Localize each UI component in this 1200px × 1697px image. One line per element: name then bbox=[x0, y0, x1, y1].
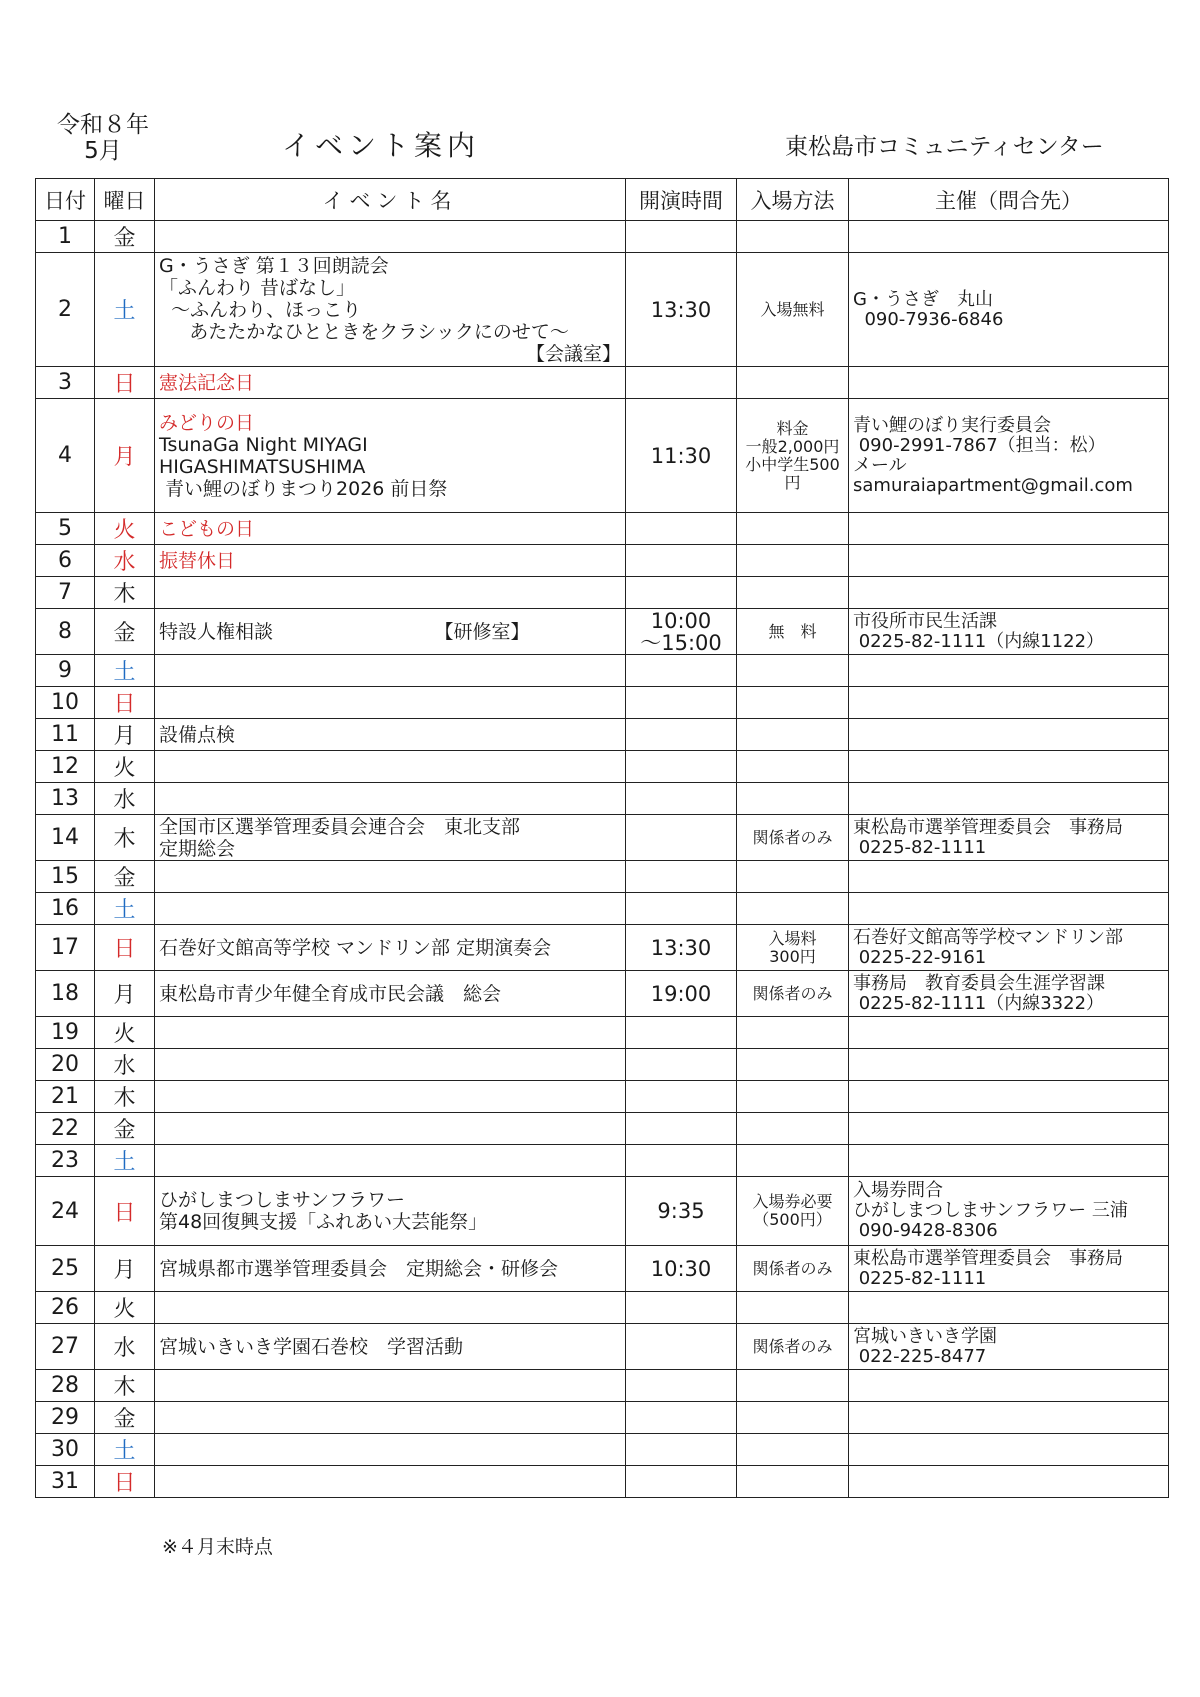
organizer-cell bbox=[849, 253, 1169, 367]
era-heading bbox=[48, 112, 158, 164]
organizer-line: 東松島市選挙管理委員会 事務局 bbox=[853, 816, 1123, 838]
event-name-cell bbox=[155, 1370, 626, 1402]
admission-cell bbox=[737, 1049, 849, 1081]
date-cell: 20 bbox=[36, 1049, 95, 1081]
weekday-cell: 日 bbox=[95, 1466, 155, 1498]
column-header-date: 日付 bbox=[36, 179, 95, 221]
organizer-cell bbox=[849, 1292, 1169, 1324]
weekday-cell: 水 bbox=[95, 545, 155, 577]
organizer-cell bbox=[849, 971, 1169, 1017]
weekday-cell: 金 bbox=[95, 221, 155, 253]
weekday-cell: 水 bbox=[95, 783, 155, 815]
organizer-cell bbox=[849, 1177, 1169, 1246]
admission-line: 円 bbox=[784, 472, 801, 492]
weekday-cell: 月 bbox=[95, 719, 155, 751]
table-row bbox=[36, 655, 1169, 687]
organizer-cell bbox=[849, 609, 1169, 655]
admission-line: （500円） bbox=[753, 1210, 832, 1229]
table-row bbox=[36, 253, 1169, 367]
table-row bbox=[36, 1113, 1169, 1145]
organizer-line: 0225-82-1111 bbox=[853, 836, 987, 858]
admission-line: 無 料 bbox=[768, 621, 817, 641]
organizer-line: G・うさぎ 丸山 bbox=[853, 288, 993, 310]
column-header-organizer: 主催（問合先） bbox=[849, 179, 1169, 221]
table-row bbox=[36, 971, 1169, 1017]
weekday-cell: 日 bbox=[95, 925, 155, 971]
date-cell: 10 bbox=[36, 687, 95, 719]
organizer-line: 入場券問合 bbox=[853, 1180, 943, 1201]
start-time-cell bbox=[626, 1081, 737, 1113]
start-time-cell bbox=[626, 609, 737, 655]
admission-line: 小中学生500 bbox=[745, 454, 840, 474]
admission-cell bbox=[737, 1370, 849, 1402]
event-name-cell bbox=[155, 1081, 626, 1113]
admission-cell bbox=[737, 1145, 849, 1177]
date-cell: 28 bbox=[36, 1370, 95, 1402]
admission-cell bbox=[737, 1324, 849, 1370]
admission-cell bbox=[737, 925, 849, 971]
organizer-cell bbox=[849, 719, 1169, 751]
admission-cell bbox=[737, 221, 849, 253]
organizer-cell bbox=[849, 1145, 1169, 1177]
weekday-cell: 土 bbox=[95, 1434, 155, 1466]
admission-cell bbox=[737, 1246, 849, 1292]
start-time-cell bbox=[626, 1017, 737, 1049]
organizer-cell bbox=[849, 221, 1169, 253]
date-cell: 18 bbox=[36, 971, 95, 1017]
start-time-line: 〜15:00 bbox=[640, 630, 722, 655]
event-name-cell bbox=[155, 783, 626, 815]
table-row bbox=[36, 751, 1169, 783]
event-name-cell bbox=[155, 1466, 626, 1498]
weekday-cell: 金 bbox=[95, 861, 155, 893]
admission-line: 関係者のみ bbox=[752, 983, 833, 1003]
weekday-cell: 土 bbox=[95, 655, 155, 687]
organizer-line: 0225-82-1111 bbox=[853, 1267, 987, 1289]
start-time-cell bbox=[626, 577, 737, 609]
date-cell: 7 bbox=[36, 577, 95, 609]
admission-cell bbox=[737, 783, 849, 815]
table-row bbox=[36, 893, 1169, 925]
weekday-cell: 木 bbox=[95, 1370, 155, 1402]
event-name-line: G・うさぎ 第１３回朗読会 bbox=[159, 254, 389, 277]
table-row bbox=[36, 861, 1169, 893]
event-table bbox=[35, 178, 1169, 1498]
event-name-cell bbox=[155, 1434, 626, 1466]
event-name-line: 振替休日 bbox=[159, 549, 236, 572]
event-name-cell bbox=[155, 399, 626, 513]
start-time-cell bbox=[626, 971, 737, 1017]
date-cell: 25 bbox=[36, 1246, 95, 1292]
event-name-line: 「ふんわり 昔ばなし」 bbox=[159, 276, 356, 299]
start-time-cell bbox=[626, 1049, 737, 1081]
weekday-cell: 金 bbox=[95, 1113, 155, 1145]
page-title: イベント案内 bbox=[282, 129, 481, 162]
organizer-cell bbox=[849, 893, 1169, 925]
admission-cell bbox=[737, 1466, 849, 1498]
date-cell: 11 bbox=[36, 719, 95, 751]
admission-cell bbox=[737, 1292, 849, 1324]
start-time-line: 13:30 bbox=[650, 297, 712, 322]
weekday-cell: 火 bbox=[95, 751, 155, 783]
table-row bbox=[36, 1081, 1169, 1113]
organizer-line: ひがしまつしまサンフラワー 三浦 bbox=[853, 1200, 1128, 1221]
start-time-cell bbox=[626, 1402, 737, 1434]
admission-cell bbox=[737, 609, 849, 655]
organizer-line: 0225-82-1111（内線3322） bbox=[853, 992, 1105, 1014]
event-name-line: 宮城いきいき学園石巻校 学習活動 bbox=[159, 1335, 464, 1358]
organizer-cell bbox=[849, 399, 1169, 513]
event-name-cell bbox=[155, 925, 626, 971]
column-header-event: イベント名 bbox=[155, 179, 626, 221]
start-time-line: 10:30 bbox=[650, 1256, 712, 1281]
weekday-cell: 火 bbox=[95, 1017, 155, 1049]
organizer-cell bbox=[849, 1081, 1169, 1113]
organizer-cell bbox=[849, 367, 1169, 399]
date-cell: 12 bbox=[36, 751, 95, 783]
event-name-line: 全国市区選挙管理委員会連合会 東北支部 bbox=[159, 815, 521, 838]
event-name-line: 宮城県都市選挙管理委員会 定期総会・研修会 bbox=[159, 1257, 559, 1280]
event-rows bbox=[36, 221, 1169, 1498]
start-time-cell bbox=[626, 719, 737, 751]
table-row bbox=[36, 513, 1169, 545]
date-cell: 3 bbox=[36, 367, 95, 399]
event-name-cell bbox=[155, 513, 626, 545]
table-row bbox=[36, 783, 1169, 815]
date-cell: 31 bbox=[36, 1466, 95, 1498]
organizer-cell bbox=[849, 1049, 1169, 1081]
weekday-cell: 土 bbox=[95, 893, 155, 925]
event-name-cell bbox=[155, 751, 626, 783]
organizer-cell bbox=[849, 1434, 1169, 1466]
organizer-line: 石巻好文館高等学校マンドリン部 bbox=[853, 926, 1123, 948]
event-name-cell bbox=[155, 545, 626, 577]
organization-name: 東松島市コミュニティセンター bbox=[785, 134, 1104, 160]
table-row bbox=[36, 577, 1169, 609]
event-name-cell bbox=[155, 577, 626, 609]
table-row bbox=[36, 925, 1169, 971]
event-name-line: 設備点検 bbox=[159, 723, 236, 746]
event-name-line: 憲法記念日 bbox=[159, 371, 255, 394]
table-row bbox=[36, 687, 1169, 719]
admission-cell bbox=[737, 1017, 849, 1049]
start-time-cell bbox=[626, 687, 737, 719]
organizer-line: 青い鯉のぼり実行委員会 bbox=[853, 414, 1051, 436]
date-cell: 24 bbox=[36, 1177, 95, 1246]
table-row bbox=[36, 367, 1169, 399]
event-name-cell bbox=[155, 655, 626, 687]
event-name-cell bbox=[155, 1145, 626, 1177]
admission-cell bbox=[737, 545, 849, 577]
start-time-cell bbox=[626, 751, 737, 783]
date-cell: 5 bbox=[36, 513, 95, 545]
admission-cell bbox=[737, 1434, 849, 1466]
admission-line: 一般2,000円 bbox=[745, 436, 840, 456]
table-row bbox=[36, 545, 1169, 577]
column-header-weekday: 曜日 bbox=[95, 179, 155, 221]
organizer-cell bbox=[849, 513, 1169, 545]
table-row bbox=[36, 1292, 1169, 1324]
event-name-line: 東松島市青少年健全育成市民会議 総会 bbox=[159, 982, 502, 1005]
event-name-cell bbox=[155, 609, 626, 655]
table-header-row bbox=[36, 179, 1169, 221]
event-name-cell bbox=[155, 1402, 626, 1434]
table-row bbox=[36, 399, 1169, 513]
organizer-line: samuraiapartment@gmail.com bbox=[853, 474, 1133, 496]
date-cell: 27 bbox=[36, 1324, 95, 1370]
event-name-line: あたたかなひとときをクラシックにのせて〜 bbox=[159, 320, 569, 343]
weekday-cell: 日 bbox=[95, 367, 155, 399]
date-cell: 14 bbox=[36, 815, 95, 861]
event-name-cell bbox=[155, 1177, 626, 1246]
event-name-cell bbox=[155, 719, 626, 751]
table-row bbox=[36, 1466, 1169, 1498]
start-time-cell bbox=[626, 1434, 737, 1466]
event-name-cell bbox=[155, 815, 626, 861]
weekday-cell: 水 bbox=[95, 1324, 155, 1370]
admission-line: 入場券必要 bbox=[752, 1192, 833, 1211]
weekday-cell: 月 bbox=[95, 971, 155, 1017]
start-time-cell bbox=[626, 1370, 737, 1402]
event-name-line: HIGASHIMATSUSHIMA bbox=[159, 455, 366, 478]
organizer-cell bbox=[849, 1402, 1169, 1434]
start-time-cell bbox=[626, 893, 737, 925]
event-name-line: 石巻好文館高等学校 マンドリン部 定期演奏会 bbox=[159, 936, 552, 959]
event-name-line: 【会議室】 bbox=[525, 342, 621, 365]
weekday-cell: 日 bbox=[95, 1177, 155, 1246]
date-cell: 22 bbox=[36, 1113, 95, 1145]
table-row bbox=[36, 1370, 1169, 1402]
event-name-cell bbox=[155, 1324, 626, 1370]
organizer-line: 090-7936-6846 bbox=[853, 308, 1004, 330]
date-cell: 4 bbox=[36, 399, 95, 513]
event-name-line: 青い鯉のぼりまつり2026 前日祭 bbox=[159, 477, 448, 500]
admission-cell bbox=[737, 815, 849, 861]
event-name-line: 特設人権相談 【研修室】 bbox=[159, 620, 530, 643]
organizer-line: 022-225-8477 bbox=[853, 1345, 987, 1367]
organizer-line: 市役所市民生活課 bbox=[853, 610, 997, 632]
event-name-cell bbox=[155, 1246, 626, 1292]
table-row bbox=[36, 1177, 1169, 1246]
table-row bbox=[36, 815, 1169, 861]
organizer-line: 事務局 教育委員会生涯学習課 bbox=[853, 972, 1105, 994]
organizer-line: 0225-82-1111（内線1122） bbox=[853, 630, 1105, 652]
organizer-cell bbox=[849, 861, 1169, 893]
admission-cell bbox=[737, 687, 849, 719]
admission-cell bbox=[737, 1402, 849, 1434]
admission-cell bbox=[737, 971, 849, 1017]
weekday-cell: 金 bbox=[95, 609, 155, 655]
event-name-line: ひがしまつしまサンフラワー bbox=[159, 1189, 406, 1211]
event-name-cell bbox=[155, 253, 626, 367]
organizer-cell bbox=[849, 1466, 1169, 1498]
date-cell: 29 bbox=[36, 1402, 95, 1434]
start-time-cell bbox=[626, 1113, 737, 1145]
admission-line: 料金 bbox=[776, 418, 809, 438]
era-month: 5月 bbox=[84, 138, 122, 164]
start-time-cell bbox=[626, 1177, 737, 1246]
date-cell: 17 bbox=[36, 925, 95, 971]
start-time-cell bbox=[626, 783, 737, 815]
organizer-line: メール bbox=[853, 454, 907, 476]
weekday-cell: 木 bbox=[95, 815, 155, 861]
admission-line: 関係者のみ bbox=[752, 1258, 833, 1278]
admission-line: 入場料 bbox=[768, 928, 817, 948]
admission-line: 入場無料 bbox=[760, 299, 825, 319]
organizer-cell bbox=[849, 815, 1169, 861]
organizer-line: 090-9428-8306 bbox=[853, 1220, 998, 1241]
weekday-cell: 火 bbox=[95, 513, 155, 545]
date-cell: 23 bbox=[36, 1145, 95, 1177]
admission-cell bbox=[737, 893, 849, 925]
admission-cell bbox=[737, 655, 849, 687]
start-time-line: 13:30 bbox=[650, 935, 712, 960]
table-row bbox=[36, 1434, 1169, 1466]
weekday-cell: 木 bbox=[95, 1081, 155, 1113]
event-name-line: こどもの日 bbox=[159, 517, 255, 540]
event-name-cell bbox=[155, 221, 626, 253]
organizer-cell bbox=[849, 783, 1169, 815]
event-name-line: 定期総会 bbox=[159, 837, 236, 860]
admission-cell bbox=[737, 719, 849, 751]
weekday-cell: 日 bbox=[95, 687, 155, 719]
table-row bbox=[36, 719, 1169, 751]
start-time-cell bbox=[626, 1292, 737, 1324]
table-row bbox=[36, 221, 1169, 253]
organizer-cell bbox=[849, 545, 1169, 577]
admission-cell bbox=[737, 367, 849, 399]
weekday-cell: 月 bbox=[95, 399, 155, 513]
start-time-cell bbox=[626, 513, 737, 545]
era-year: 令和８年 bbox=[57, 112, 149, 138]
date-cell: 1 bbox=[36, 221, 95, 253]
organizer-line: 0225-22-9161 bbox=[853, 946, 987, 968]
organizer-cell bbox=[849, 1246, 1169, 1292]
start-time-cell bbox=[626, 861, 737, 893]
start-time-line: 9:35 bbox=[657, 1199, 705, 1223]
date-cell: 16 bbox=[36, 893, 95, 925]
event-name-cell bbox=[155, 687, 626, 719]
date-cell: 15 bbox=[36, 861, 95, 893]
event-name-cell bbox=[155, 893, 626, 925]
start-time-cell bbox=[626, 655, 737, 687]
table-row bbox=[36, 1145, 1169, 1177]
event-name-cell bbox=[155, 367, 626, 399]
date-cell: 2 bbox=[36, 253, 95, 367]
admission-cell bbox=[737, 513, 849, 545]
date-cell: 30 bbox=[36, 1434, 95, 1466]
admission-cell bbox=[737, 1177, 849, 1246]
organizer-line: 090-2991-7867（担当：松） bbox=[853, 434, 1106, 456]
event-name-cell bbox=[155, 1292, 626, 1324]
date-cell: 9 bbox=[36, 655, 95, 687]
table-row bbox=[36, 1402, 1169, 1434]
start-time-cell bbox=[626, 925, 737, 971]
event-name-cell bbox=[155, 971, 626, 1017]
date-cell: 21 bbox=[36, 1081, 95, 1113]
admission-cell bbox=[737, 399, 849, 513]
start-time-cell bbox=[626, 221, 737, 253]
start-time-cell bbox=[626, 1246, 737, 1292]
table-row bbox=[36, 1049, 1169, 1081]
admission-cell bbox=[737, 751, 849, 783]
date-cell: 8 bbox=[36, 609, 95, 655]
organizer-cell bbox=[849, 577, 1169, 609]
event-name-cell bbox=[155, 1049, 626, 1081]
event-name-line: 〜ふんわり、ほっこり bbox=[159, 298, 362, 321]
date-cell: 13 bbox=[36, 783, 95, 815]
admission-cell bbox=[737, 861, 849, 893]
weekday-cell: 木 bbox=[95, 577, 155, 609]
event-name-cell bbox=[155, 1113, 626, 1145]
organizer-line: 東松島市選挙管理委員会 事務局 bbox=[853, 1247, 1123, 1269]
weekday-cell: 金 bbox=[95, 1402, 155, 1434]
admission-line: 300円 bbox=[769, 946, 816, 966]
table-row bbox=[36, 1324, 1169, 1370]
organizer-cell bbox=[849, 655, 1169, 687]
start-time-cell bbox=[626, 1145, 737, 1177]
weekday-cell: 水 bbox=[95, 1049, 155, 1081]
start-time-cell bbox=[626, 1466, 737, 1498]
weekday-cell: 土 bbox=[95, 1145, 155, 1177]
admission-line: 関係者のみ bbox=[752, 1336, 833, 1356]
event-name-cell bbox=[155, 1017, 626, 1049]
footnote: ※４月末時点 bbox=[162, 1536, 273, 1558]
admission-cell bbox=[737, 1081, 849, 1113]
start-time-line: 19:00 bbox=[650, 981, 712, 1006]
column-header-admission: 入場方法 bbox=[737, 179, 849, 221]
start-time-cell bbox=[626, 399, 737, 513]
organizer-cell bbox=[849, 1370, 1169, 1402]
organizer-cell bbox=[849, 925, 1169, 971]
weekday-cell: 火 bbox=[95, 1292, 155, 1324]
date-cell: 26 bbox=[36, 1292, 95, 1324]
start-time-cell bbox=[626, 815, 737, 861]
weekday-cell: 月 bbox=[95, 1246, 155, 1292]
organizer-cell bbox=[849, 1017, 1169, 1049]
start-time-cell bbox=[626, 545, 737, 577]
admission-cell bbox=[737, 577, 849, 609]
organizer-cell bbox=[849, 687, 1169, 719]
organizer-cell bbox=[849, 751, 1169, 783]
organizer-cell bbox=[849, 1324, 1169, 1370]
table-row bbox=[36, 1017, 1169, 1049]
admission-cell bbox=[737, 1113, 849, 1145]
start-time-line: 11:30 bbox=[650, 443, 712, 468]
column-header-time: 開演時間 bbox=[626, 179, 737, 221]
start-time-cell bbox=[626, 253, 737, 367]
event-name-cell bbox=[155, 861, 626, 893]
event-name-line: TsunaGa Night MIYAGI bbox=[159, 433, 368, 456]
organizer-cell bbox=[849, 1113, 1169, 1145]
table-row bbox=[36, 1246, 1169, 1292]
event-name-line: みどりの日 bbox=[159, 411, 255, 434]
organizer-line: 宮城いきいき学園 bbox=[853, 1325, 997, 1347]
start-time-cell bbox=[626, 1324, 737, 1370]
start-time-line: 10:00 bbox=[650, 608, 712, 633]
date-cell: 19 bbox=[36, 1017, 95, 1049]
event-name-line: 第48回復興支援「ふれあい大芸能祭」 bbox=[159, 1211, 488, 1233]
admission-cell bbox=[737, 253, 849, 367]
admission-line: 関係者のみ bbox=[752, 827, 833, 847]
start-time-cell bbox=[626, 367, 737, 399]
table-row bbox=[36, 609, 1169, 655]
weekday-cell: 土 bbox=[95, 253, 155, 367]
date-cell: 6 bbox=[36, 545, 95, 577]
